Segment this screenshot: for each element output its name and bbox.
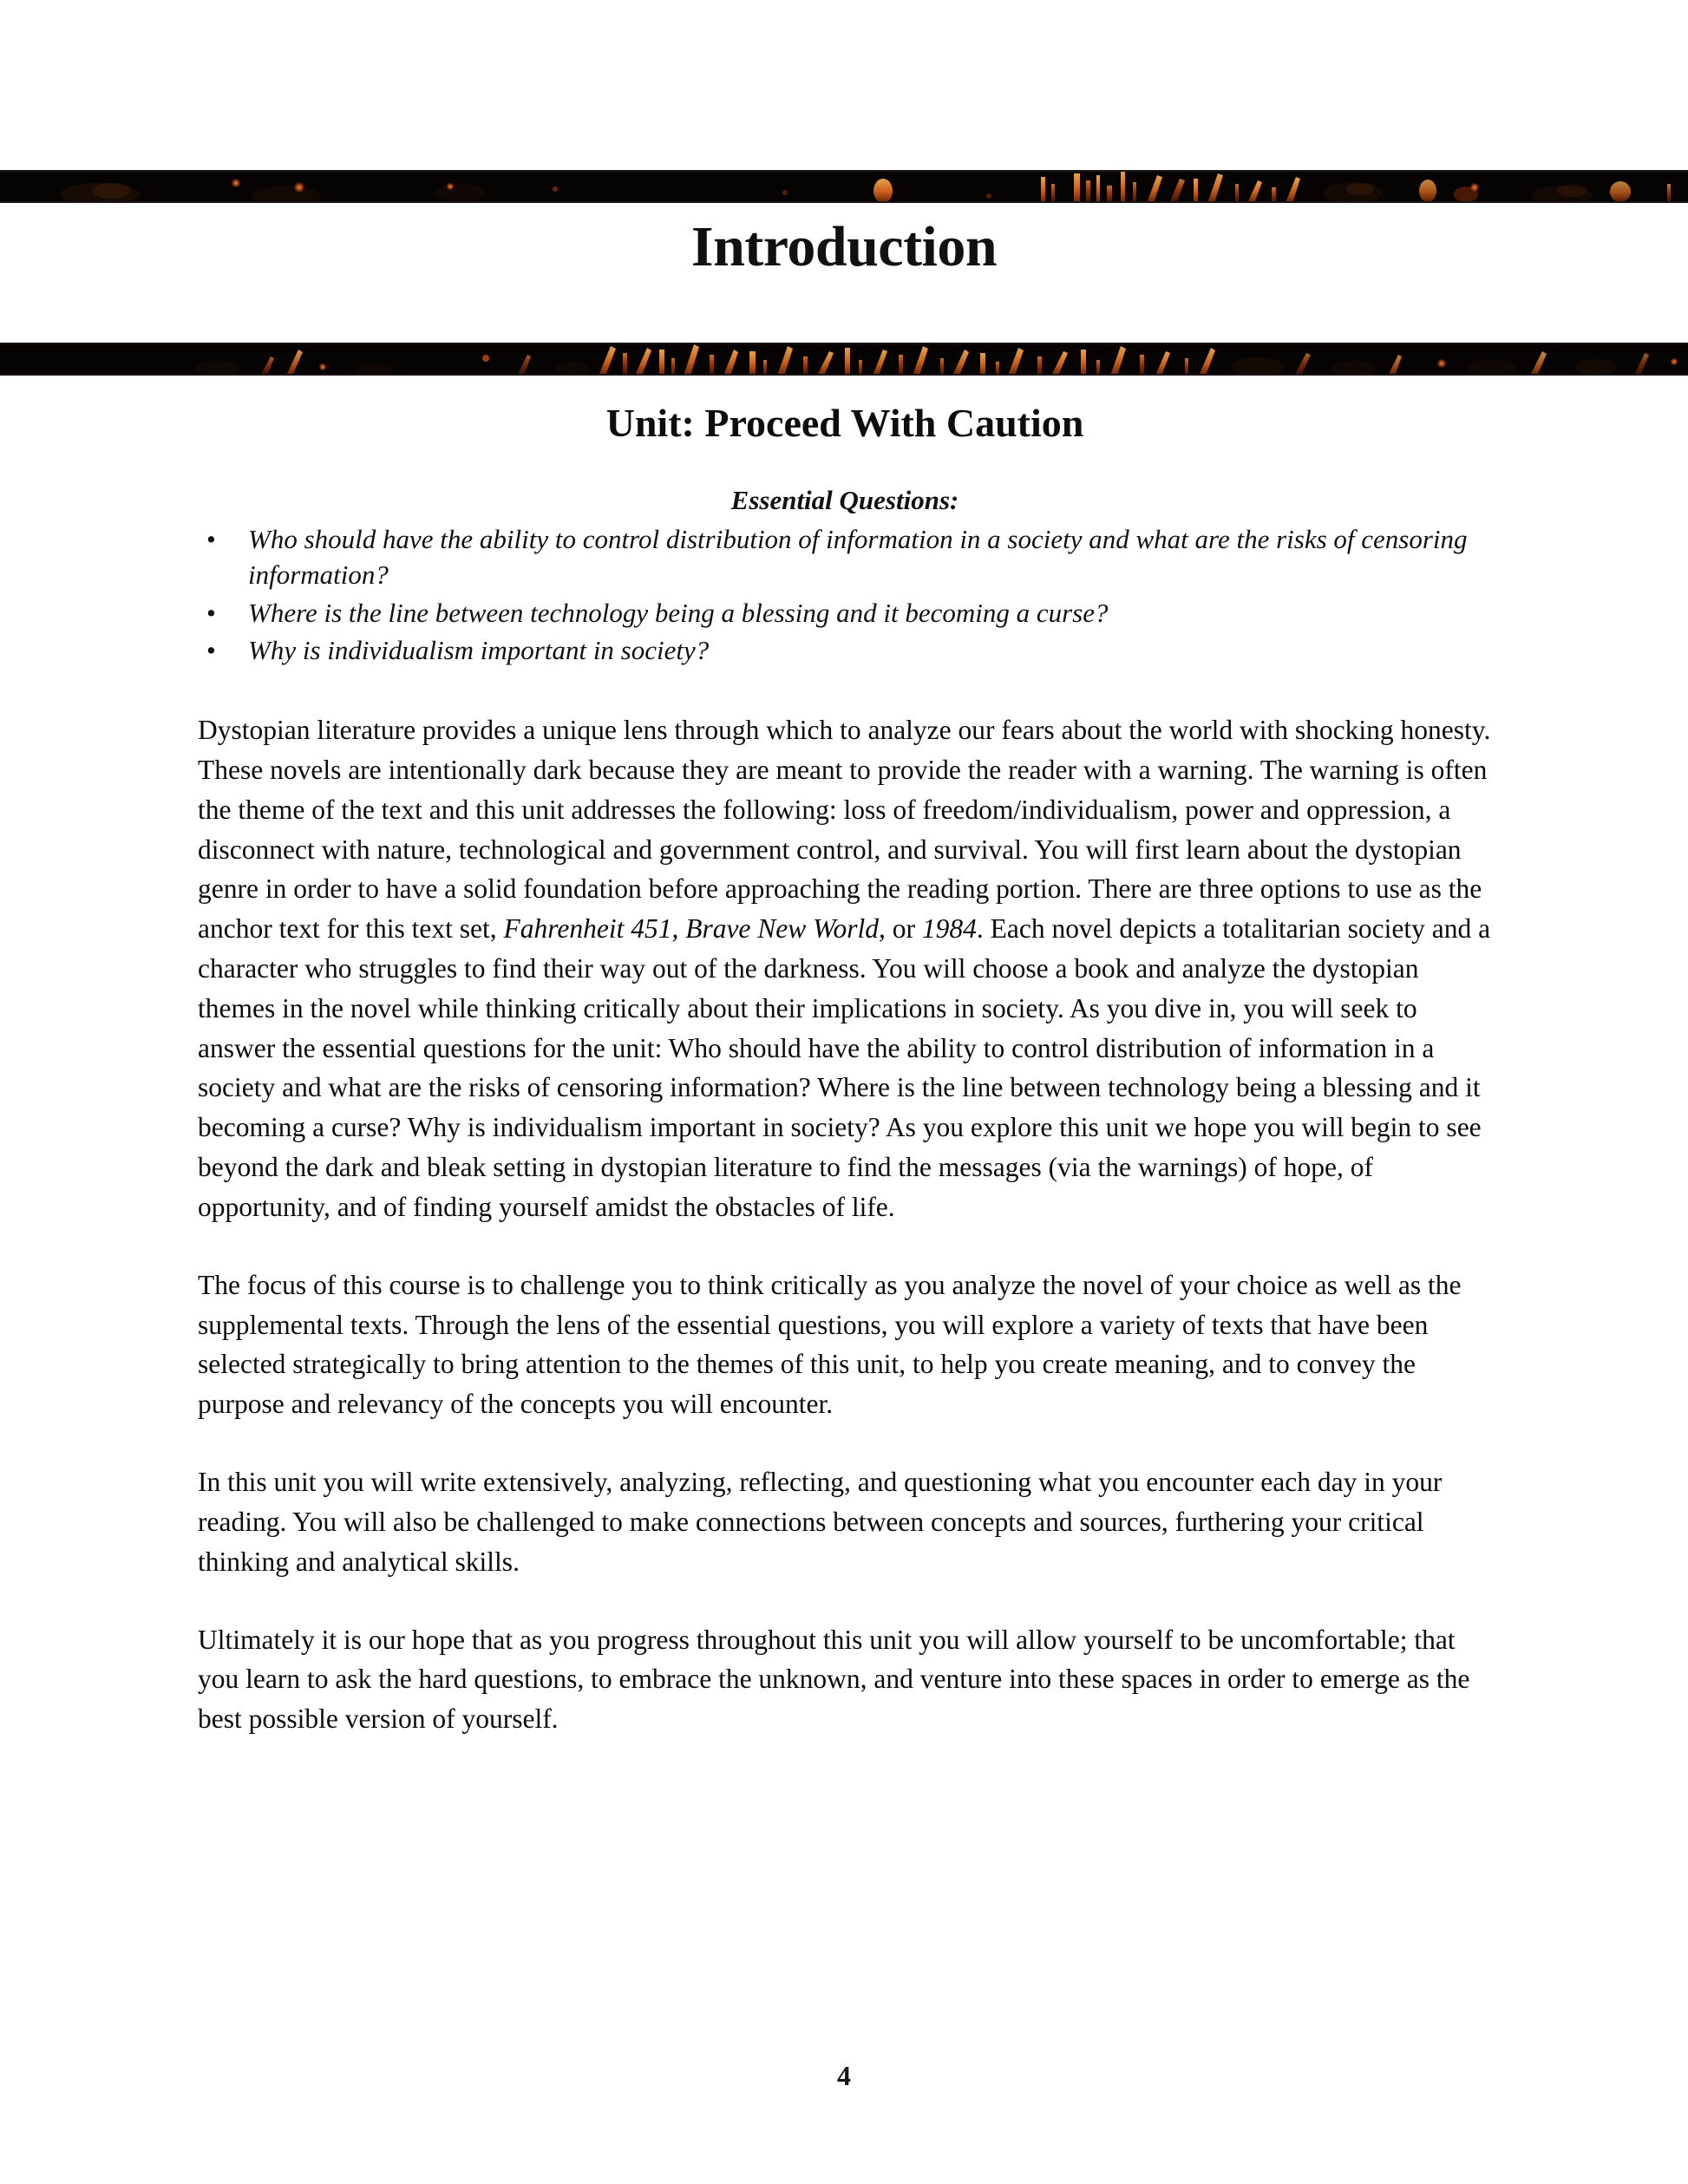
essential-question-text: Who should have the ability to control distribution of information in a society and what are the risks of censoring information? [248,523,1468,591]
book-title-1984: 1984 [921,913,977,945]
essential-question-text: Why is individualism important in society? [248,635,710,666]
paragraph-1 [198,710,1492,1227]
body-text [198,710,1492,1739]
bullet-icon: • [206,635,216,666]
book-title-fahrenheit-bravenewworld: Fahrenheit 451, Brave New World, [503,913,886,945]
list-item [198,521,1492,593]
flame-texture-icon [0,344,1688,376]
essential-questions-label: Essential Questions: [730,484,959,515]
paragraph-3: In this unit you will write extensively, analyzing, reflecting, and questioning what you encounter each day in your reading. You will also be challenged to make connections between concepts and sources, furthering your critical thinking and analytical skills. [198,1467,1443,1577]
paragraph-1-segment-b: . Each novel depicts a totalitarian society and a character who struggles to find their way out of the darkness. You will choose a book and analyze the dystopian themes in the novel while thinking critically about their implications in society. As you dive in, you will seek to answer the essential questions for the unit: Who should have the ability to control distribution of information in a society and what are the risks of censoring information? Where is the line between technology being a blessing and it becoming a curse? Why is individualism important in society? As you explore this unit we hope you will begin to see beyond the dark and bleak setting in dystopian literature to find the messages (via the warnings) of hope, of opportunity, and of finding yourself amidst the obstacles of life. [198,913,1491,1222]
bullet-icon: • [206,597,216,628]
page-number: 4 [837,2060,851,2091]
paragraph-1-conjunction: or [885,913,922,945]
paragraph-2: The focus of this course is to challenge you to think critically as you analyze the novel of your choice as well as the supplemental texts. Through the lens of the essential questions, you will explore a variety of texts that have been selected strategically to bring attention to the themes of this unit, to help you create meaning, and to convey the purpose and relevancy of the concepts you will encounter. [198,1269,1462,1420]
paragraph-4: Ultimately it is our hope that as you progress throughout this unit you will allow yourself to be uncomfortable; that you learn to ask the hard questions, to embrace the unknown, and venture into these spaces in order to emerge as the best possible version of yourself. [198,1624,1470,1735]
flame-banner-top [0,170,1688,203]
list-item [198,595,1492,631]
document-content [198,401,1492,1739]
essential-questions-list [198,521,1492,669]
flame-texture-icon [0,172,1688,203]
unit-heading: Unit: Proceed With Caution [605,401,1084,445]
paragraph-1-segment-a: Dystopian literature provides a unique lens through which to analyze our fears about the world with shocking honesty. These novels are intentionally dark because they are meant to provide the reader with a warning. The warning is often the theme of the text and this unit addresses the following: loss of freedom/individualism, power and oppression, a disconnect with nature, technological and government control, and survival. You will first learn about the dystopian genre in order to have a solid foundation before approaching the reading portion. There are three options to use as the anchor text for this text set, [198,715,1491,945]
bullet-icon: • [206,523,216,554]
list-item [198,632,1492,669]
flame-banner-bottom [0,343,1688,376]
page-title: Introduction [690,215,998,278]
essential-question-text: Where is the line between technology being a blessing and it becoming a curse? [248,597,1109,628]
